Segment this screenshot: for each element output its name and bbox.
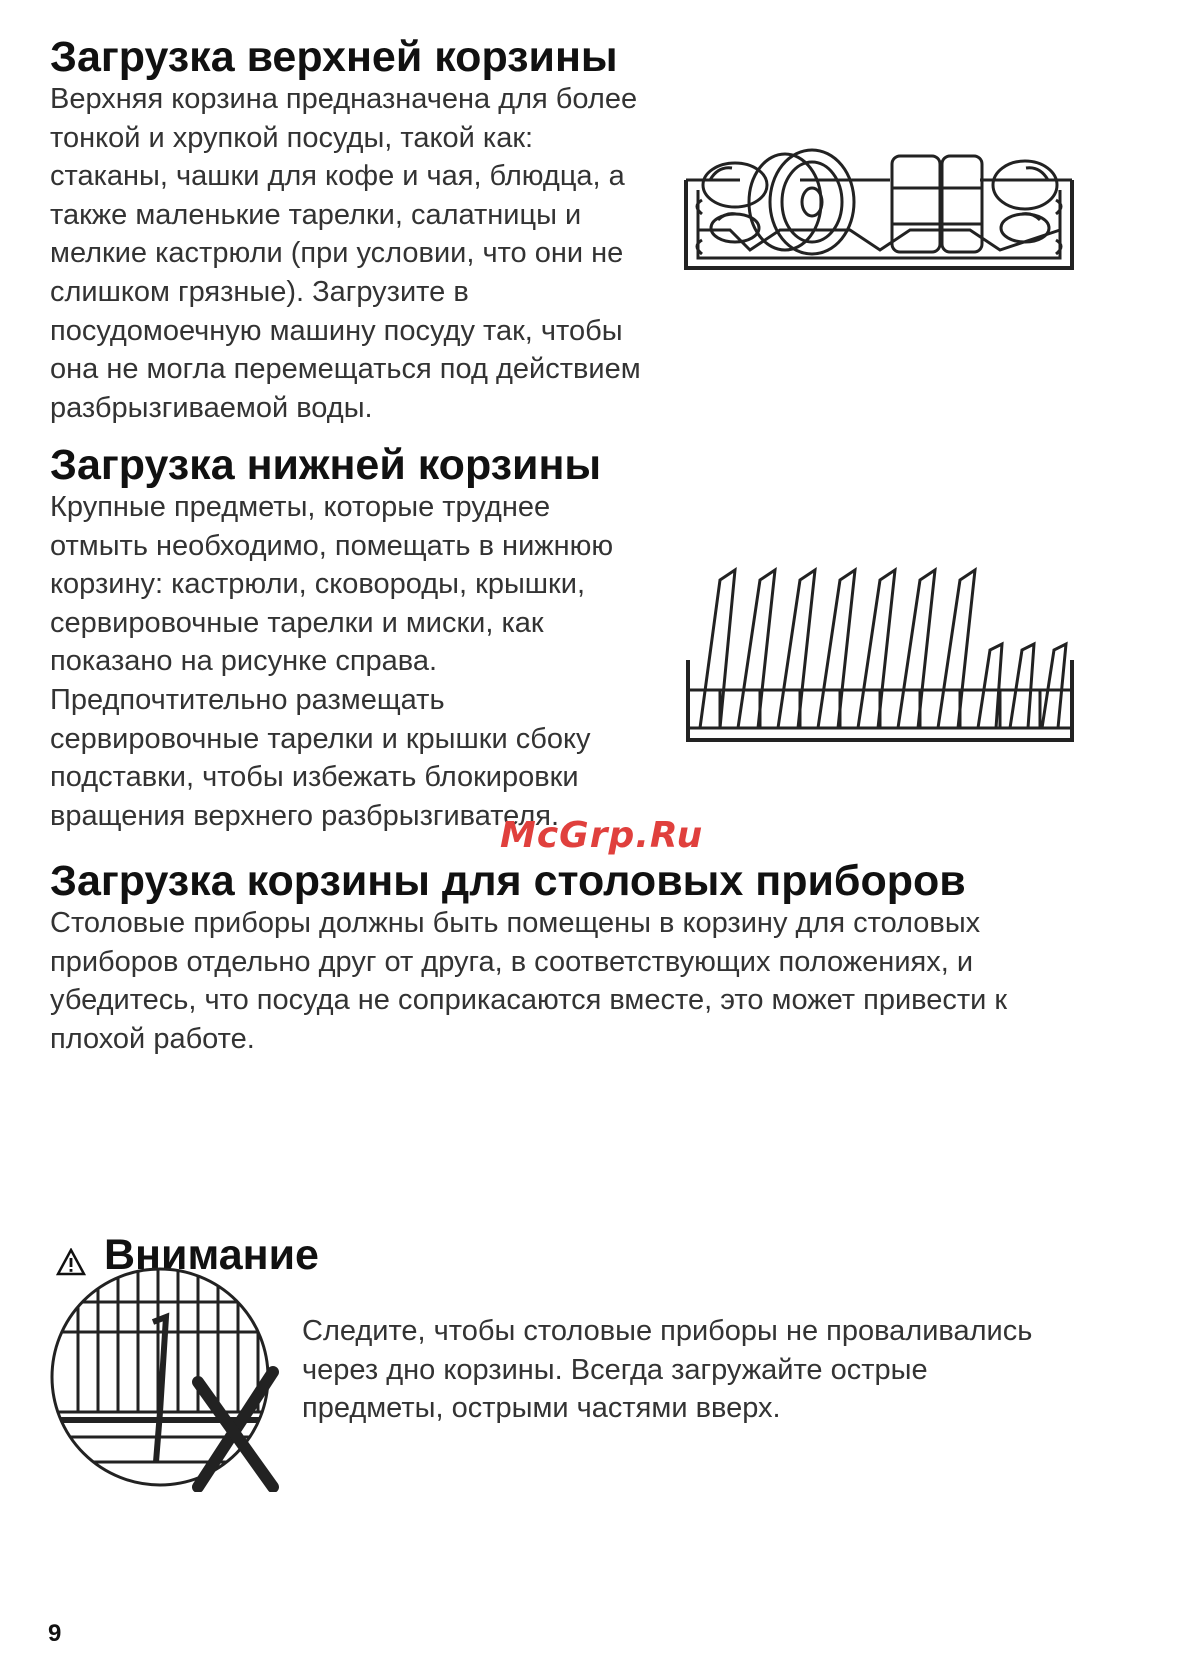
lower-line: Предпочтительно размещать bbox=[50, 683, 445, 716]
cutlery-falling-illustration bbox=[48, 1262, 288, 1492]
cutlery-line: приборов отдельно друг от друга, в соответствующих положениях, и bbox=[50, 945, 974, 978]
watermark: McGrp.Ru bbox=[500, 815, 704, 856]
warning-line: через дно корзины. Всегда загружайте острые bbox=[302, 1353, 928, 1386]
upper-line: она не могла перемещаться под действием bbox=[50, 353, 641, 386]
cutlery-line: Столовые приборы должны быть помещены в корзину для столовых bbox=[50, 907, 981, 939]
page-number: 9 bbox=[48, 1620, 62, 1647]
upper-basket-heading: Загрузка верхней корзины bbox=[50, 33, 618, 81]
lower-line: вращения верхнего разбрызгивателя. bbox=[50, 799, 560, 832]
upper-line: слишком грязные). Загрузите в bbox=[50, 275, 469, 308]
cutlery-line: плохой работе. bbox=[50, 1022, 255, 1055]
upper-basket-paragraph bbox=[50, 80, 641, 427]
lower-basket-illustration bbox=[680, 560, 1080, 755]
warning-line: Следите, чтобы столовые приборы не проваливались bbox=[302, 1315, 1033, 1347]
upper-basket-illustration bbox=[680, 140, 1080, 300]
upper-line: стаканы, чашки для кофе и чая, блюдца, а bbox=[50, 160, 625, 193]
lower-line: показано на рисунке справа. bbox=[50, 645, 438, 678]
upper-line: разбрызгиваемой воды. bbox=[50, 391, 373, 424]
warning-line: предметы, острыми частями вверх. bbox=[302, 1392, 781, 1425]
lower-line: подставки, чтобы избежать блокировки bbox=[50, 761, 579, 794]
lower-line: сервировочные тарелки и миски, как bbox=[50, 606, 544, 639]
warning-paragraph bbox=[302, 1312, 1032, 1428]
upper-line: тонкой и хрупкой посуды, такой как: bbox=[50, 121, 534, 154]
lower-line: корзину: кастрюли, сковороды, крышки, bbox=[50, 568, 585, 601]
lower-basket-heading: Загрузка нижней корзины bbox=[50, 441, 602, 489]
lower-basket-paragraph bbox=[50, 488, 613, 835]
upper-line: посудомоечную машину посуду так, чтобы bbox=[50, 314, 623, 347]
warning-heading: Внимание bbox=[104, 1231, 319, 1279]
cutlery-basket-paragraph bbox=[50, 904, 1007, 1058]
lower-line: сервировочные тарелки и крышки сбоку bbox=[50, 722, 591, 755]
cutlery-line: убедитесь, что посуда не соприкасаются вместе, это может привести к bbox=[50, 984, 1008, 1017]
upper-line: мелкие кастрюли (при условии, что они не bbox=[50, 237, 624, 270]
upper-line: Верхняя корзина предназначена для более bbox=[50, 83, 638, 115]
cutlery-basket-heading: Загрузка корзины для столовых приборов bbox=[50, 857, 966, 905]
upper-line: также маленькие тарелки, салатницы и bbox=[50, 198, 582, 231]
lower-line: отмыть необходимо, помещать в нижнюю bbox=[50, 529, 614, 562]
lower-line: Крупные предметы, которые труднее bbox=[50, 491, 551, 523]
